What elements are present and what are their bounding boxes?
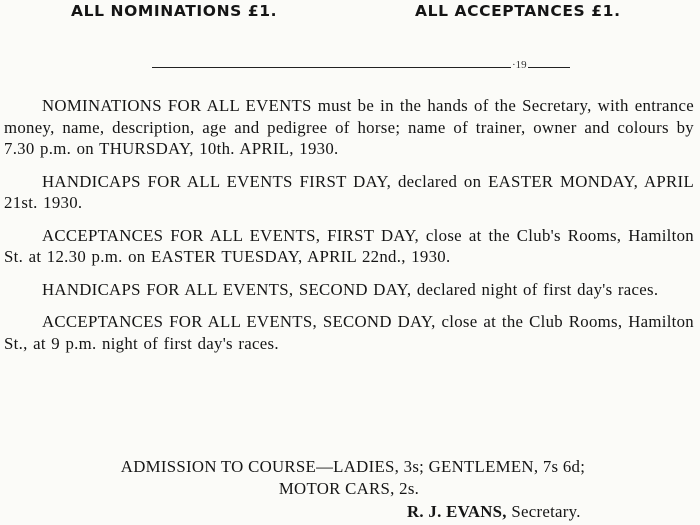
handicaps-second-day-paragraph: HANDICAPS FOR ALL EVENTS, SECOND DAY, declared night of first day's races.	[42, 279, 659, 299]
acceptances-fee-heading: ALL ACCEPTANCES £1.	[415, 2, 621, 20]
secretary-name: R. J. EVANS,	[407, 502, 507, 521]
divider-rule	[152, 67, 570, 68]
nominations-fee-heading: ALL NOMINATIONS £1.	[71, 2, 278, 20]
divider-mark: ·19	[512, 59, 527, 71]
secretary-title: Secretary.	[511, 502, 581, 521]
secretary-signature	[407, 502, 581, 522]
nominations-paragraph: NOMINATIONS FOR ALL EVENTS must be in the hands of the Secretary, with entrance money, name, description, age and pedigree of horse; name of trainer, owner and colours by 7.30 p.m. on THURSDAY, 10th. APRIL, 1930.	[4, 96, 694, 158]
admission-line-motor-cars: MOTOR CARS, 2s.	[278, 478, 420, 498]
notice-body	[4, 95, 694, 365]
acceptances-first-day-paragraph: ACCEPTANCES FOR ALL EVENTS, FIRST DAY, close at the Club's Rooms, Hamilton St. at 12.30 p.m. on EASTER TUESDAY, APRIL 22nd., 1930.	[4, 225, 694, 266]
handicaps-first-day-paragraph: HANDICAPS FOR ALL EVENTS FIRST DAY, declared on EASTER MONDAY, APRIL 21st. 1930.	[4, 171, 694, 212]
admission-prices	[4, 456, 694, 499]
admission-line-course: ADMISSION TO COURSE—LADIES, 3s; GENTLEMEN, 7s 6d;	[120, 457, 586, 476]
acceptances-second-day-paragraph: ACCEPTANCES FOR ALL EVENTS, SECOND DAY, close at the Club Rooms, Hamilton St., at 9 p.m. night of first day's races.	[4, 312, 694, 353]
